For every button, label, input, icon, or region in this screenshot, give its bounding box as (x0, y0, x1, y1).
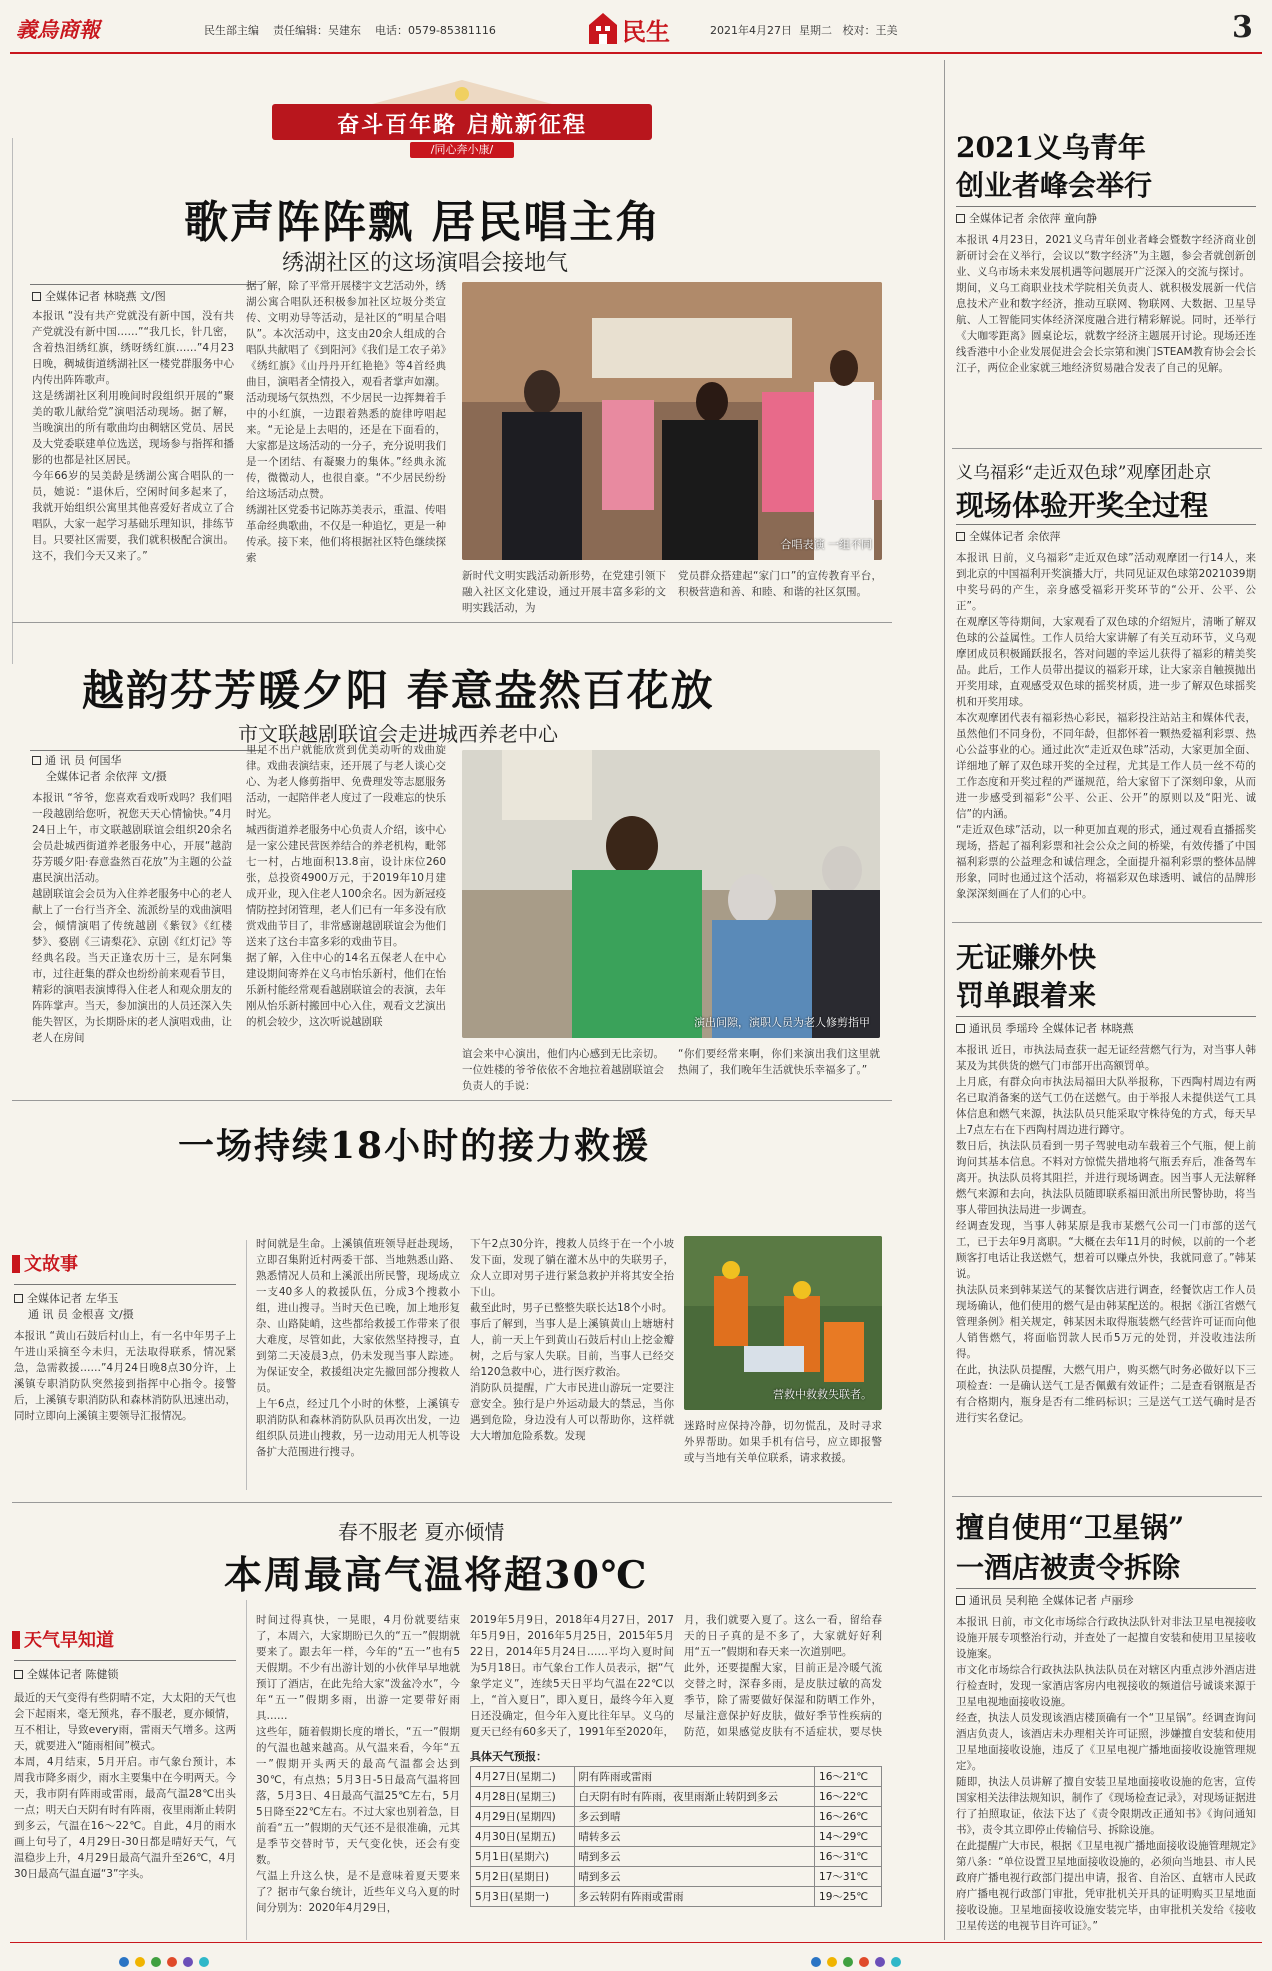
right2-byline (956, 528, 1061, 545)
forecast-temp: 17～31℃ (815, 1867, 882, 1887)
story1-bottom-rule (12, 622, 892, 623)
story1-subhead: 绣湖社区的这场演唱会接地气 (282, 251, 569, 276)
footer-dots-right (808, 1952, 908, 1971)
story4-divider (14, 1660, 236, 1661)
forecast-table (470, 1766, 882, 1907)
right3-byline-text: 通讯员 季瑶玲 全媒体记者 林晓燕 (969, 1022, 1134, 1035)
story4-tag: 天气早知道 (12, 1628, 162, 1654)
story3-byline2: 通 讯 员 金根喜 文/摄 (28, 1308, 134, 1321)
footer-dot (859, 1957, 869, 1967)
right3-byline (956, 1020, 1134, 1037)
house-icon (586, 10, 620, 46)
forecast-row (471, 1887, 882, 1907)
story4-col3: 2019年5月9日，2018年4月27日，2017年5月9日，2016年5月25日，2015年5月22日，2014年5月24日……平均入夏时间为5月18日。市气象台工作人员表示，据“气象学定义”，连续5天日平均气温在22℃以上，“首入夏日”，即入夏日，最终今年入夏日还没确定，但今年入夏比往年早。义乌的夏天已经有60多天了，1991年至2020年， (470, 1614, 674, 1738)
story1-col3a: 新时代文明实践活动新形势，在党建引领下融入社区文化建设，通过开展丰富多彩的文明实践活动，为 (462, 570, 666, 614)
story1-headline: 歌声阵阵飘 居民唱主角 (184, 197, 662, 248)
story4-col1: 最近的天气变得有些阴晴不定，大太阳的天气也会下起雨来，毫无预兆，春不服老，夏亦倾情，互不相让，导致every雨，雷雨天气增多。这两天，就要进入“随雨相间”模式。 本周，4月结束，5月开启。市气象台预计，本周我市降多雨少，雨水主要集中在今明两天。今天，我市阴有阵雨或雷雨，最高气温28℃出头一点；明天白天阴有时有阵雨，夜里雨渐止转阴到多云，气温在16～22℃。自此，4月的雨水画上句号了，4月29日-30日都是晴好天气，气温稳步上升，4月29日最高气温升至26℃，4月30日最高气温直逼“3”字头。 (14, 1692, 236, 1880)
forecast-date: 4月29日(星期四) (471, 1807, 575, 1827)
right-column-rule (944, 60, 945, 1940)
footer-rule (10, 1942, 1262, 1943)
section-logo (586, 10, 694, 46)
right1-bottom-rule (952, 448, 1262, 449)
right4-byline-text: 通讯员 吴利艳 全媒体记者 卢丽珍 (969, 1594, 1134, 1607)
right4-headline2: 一酒店被责令拆除 (956, 1551, 1181, 1584)
forecast-weather: 白天阴有时有阵雨，夜里雨渐止转阴到多云 (574, 1787, 815, 1807)
story2-byline1 (32, 752, 252, 769)
right4-body: 本报讯 日前，市文化市场综合行政执法队针对非法卫星电视接收设施开展专项整治行动，并查处了一起擅自安装和使用卫星接收设施案。 市文化市场综合行政执法队执法队员在对辖区内重点涉外酒店进行检查时，发现一家酒店客房内电视接收的频道信号诚谈来源于卫星电视地面接收设施。 经查，执法人员发现该酒店楼顶确有一个“卫星锅”。经调查询问酒店负责人，该酒店未办理相关许可证照，涉嫌擅自安装和使用卫星地面接收设施，违反了《卫星电视广播地面接收设施管理规定》。 随即，执法人员讲解了擅自安装卫星地面接收设施的危害，宣传国家相关法律法规知识，制作了《现场检查记录》，对现场证据进行了拍照取证，依法下达了《责令限期改正通知书》《询问通知书》，责令其立即停止传输信号、拆除设施。 在此提醒广大市民，根据《卫星电视广播地面接收设施管理规定》第八条：“单位设置卫星地面接收设施的，必须向当地县、市人民政府广播电视行政部门提出申请，报省、自治区、直辖市人民政府广播电视行政部门审批，凭审批机关开具的证明购买卫星地面接收设施。卫星地面接收设施安装完毕，由审批机关发给《接收卫星传送的电视节目许可证》。” (956, 1616, 1256, 1932)
right2-divider (956, 524, 1256, 525)
story2-subhead: 市文联越剧联谊会走进城西养老中心 (238, 722, 558, 746)
story4-headline: 本周最高气温将超30℃ (224, 1552, 649, 1597)
story3-col4: 迷路时应保持冷静，切勿慌乱，及时寻求外界帮助。如果手机有信号，应立即报警或与当地有关单位联系，请求救援。 (684, 1420, 882, 1464)
forecast-weather: 多云到晴 (574, 1807, 815, 1827)
paper-name: 義烏商報 (16, 17, 100, 42)
footer-dot (167, 1957, 177, 1967)
story1-divider (30, 284, 262, 285)
forecast-date: 4月27日(星期二) (471, 1767, 575, 1787)
forecast-weather: 多云转阴有阵雨或雷雨 (574, 1887, 815, 1907)
story4-col-rule (246, 1600, 247, 1940)
forecast-date: 5月2日(星期日) (471, 1867, 575, 1887)
forecast-weather: 阴有阵雨或雷雨 (574, 1767, 815, 1787)
right4-headline1: 擅自使用“卫星锅” (956, 1511, 1185, 1544)
forecast-weather: 晴转多云 (574, 1827, 815, 1847)
right2-kicker: 义乌福彩“走近双色球”观摩团赴京 (956, 463, 1212, 483)
story2-byline2: 全媒体记者 余依萍 文/摄 (46, 770, 167, 783)
footer-dot (119, 1957, 129, 1967)
story2-col3b: “你们要经常来啊，你们来演出我们这里就热闹了，我们晚年生活就快乐幸福多了。” (678, 1048, 880, 1076)
story3-bottom-rule (12, 1502, 892, 1503)
story4-kicker: 春不服老 夏亦倾情 (338, 1520, 505, 1544)
story1-col2: 据了解，除了平常开展楼宇文艺活动外，绣湖公寓合唱队还积极参加社区垃圾分类宣传、文明劝导等活动，是社区的“明星合唱队”。本次活动中，这支由20余人组成的合唱队共献唱了《到阳河》《我们是工农子弟》《绣红旗》《山丹丹开红艳艳》等4首经典曲目，演唱者全情投入，观看者掌声如潮。 活动现场气氛热烈，不少居民一边挥舞着手中的小红旗，一边跟着熟悉的旋律哼唱起来。“无论是上去唱的，还是在下面看的，大家都是这场活动的一分子，充分说明我们是一个团结、有凝聚力的集体。”经典永流传，微微动人，也很自豪。“不少居民纷纷给这场活动点赞。 绣湖社区党委书记陈苏美表示，重温、传唱革命经典歌曲，不仅是一种追忆，更是一种传承。接下来，他们将根据社区特色继续探索 (246, 280, 446, 564)
story1-photo (462, 282, 882, 560)
right1-byline-text: 全媒体记者 余依萍 童向静 (969, 212, 1097, 225)
forecast-temp: 16～31℃ (815, 1847, 882, 1867)
story3-headline: 一场持续18小时的接力救援 (178, 1125, 651, 1167)
footer-dot (151, 1957, 161, 1967)
right3-divider (956, 1016, 1256, 1017)
right2-headline: 现场体验开奖全过程 (956, 489, 1209, 522)
story2-photo (462, 750, 880, 1038)
story3-col2: 时间就是生命。上溪镇值班领导赶赴现场，立即召集附近村两委干部、当地熟悉山路、熟悉情况人员和上溪派出所民警，现场成立一支40多人的救援队伍，分成3个搜救小组，进山搜寻。当时天色已晚，加上地形复杂、山路陡峭，这些都给救援工作带来了很大难度，尽管如此，大家依然坚持搜寻，直到第二天凌晨3点，仍未发现当事人踪迹。为保证安全，救援组决定先撤回部分搜救人员。 上午6点，经过几个小时的休整，上溪镇专职消防队和森林消防队队员再次出发，一边组织队员进山搜救，另一边动用无人机等设备扩大范围进行搜寻。 (256, 1238, 460, 1458)
forecast-temp: 16～26℃ (815, 1807, 882, 1827)
forecast-date: 4月28日(星期三) (471, 1787, 575, 1807)
forecast-row (471, 1787, 882, 1807)
footer-dot (891, 1957, 901, 1967)
forecast-temp: 16～22℃ (815, 1787, 882, 1807)
footer-dot (827, 1957, 837, 1967)
story4-col4: 月，我们就要入夏了。这么一看，留给春天的日子真的是不多了，大家就好好利用“五一”假期和春天来一次道别吧。 此外，还要提醒大家，目前正是冷暖气流交替之时，深春多雨，是皮肤过敏的高发季节，除了需要做好保湿和防晒工作外，尽量注意保护好皮肤，做好季节性疾病的防范，如果感觉皮肤有不适症状，要尽快 (684, 1614, 882, 1738)
forecast-weather: 晴到多云 (574, 1867, 815, 1887)
forecast-date: 5月3日(星期一) (471, 1887, 575, 1907)
forecast-temp: 14～29℃ (815, 1827, 882, 1847)
footer-dots-left (116, 1952, 216, 1971)
story2-headline: 越韵芬芳暖夕阳 春意盎然百花放 (82, 666, 715, 715)
forecast-temp: 16～21℃ (815, 1767, 882, 1787)
footer-dot (875, 1957, 885, 1967)
forecast-date: 4月30日(星期五) (471, 1827, 575, 1847)
story3-photo (684, 1236, 882, 1410)
story2-divider (30, 750, 262, 751)
forecast-row (471, 1867, 882, 1887)
footer-dot (183, 1957, 193, 1967)
forecast-temp: 19～25℃ (815, 1887, 882, 1907)
right1-headline1: 2021义乌青年 (956, 131, 1146, 164)
right2-bottom-rule (952, 922, 1262, 923)
story1-photo-caption: 合唱表演 一组不同 (780, 538, 872, 551)
story2-bottom-rule (12, 1100, 892, 1101)
forecast-row (471, 1807, 882, 1827)
date-line: 2021年4月27日 星期二 校对：王美 (710, 24, 898, 37)
right1-headline2: 创业者峰会举行 (956, 169, 1153, 202)
theme-banner (272, 70, 652, 166)
story3-col-rule (246, 1240, 247, 1490)
story2-col3a: 谊会来中心演出，他们内心感到无比亲切。一位姓楼的爷爷依依不舍地拉着越剧联谊会负责人的手说： (462, 1048, 664, 1092)
right1-divider (956, 206, 1256, 207)
banner-title: 奋斗百年路 启航新征程 (337, 112, 587, 138)
forecast-weather: 晴到多云 (574, 1847, 815, 1867)
forecast-row (471, 1827, 882, 1847)
story2-photo-caption: 演出间隙，演职人员为老人修剪指甲 (694, 1016, 870, 1029)
story4-byline-text: 全媒体记者 陈健锁 (27, 1668, 119, 1681)
forecast-title: 具体天气预报： (470, 1750, 547, 1763)
forecast-row (471, 1847, 882, 1867)
story2-col1: 本报讯 “爷爷，您喜欢看戏听戏吗？我们唱一段越剧给您听，祝您天天心情愉快。”4月24日上午，市文联越剧联谊会组织20余名会员赴城西街道养老服务中心，开展“越韵芬芳暖夕阳·春意盎然百花放”为主题的公益惠民演出活动。 越剧联谊会会员为入住养老服务中心的老人献上了一台行当齐全、流派纷呈的戏曲演唱会，倾情演唱了传统越剧《紫钗》《红楼梦》、婺剧《三请梨花》、京剧《红灯记》等经典名段。当天正逢农历十三，是东阿集市，过往赶集的群众也纷纷前来观看节目，精彩的演唱表演博得入住老人和观众朋友的阵阵掌声。当天，参加演出的人员还深入失能失智区，为长期卧床的老人演唱戏曲，让老人在房间 (32, 792, 232, 1044)
footer-dot (843, 1957, 853, 1967)
story3-photo-caption: 营救中救救失联者。 (773, 1388, 872, 1401)
right2-body: 本报讯 日前，义乌福彩“走近双色球”活动观摩团一行14人，来到北京的中国福利开奖演播大厅，共同见证双色球第2021039期中奖号码的产生，亲身感受福彩开奖环节的“公开、公平、公正”。 在观摩区等待期间，大家观看了双色球的介绍短片，清晰了解双色球的公益属性。工作人员给大家讲解了有关互动环节，义乌观摩团成员积极踊跃报名，答对问题的幸运儿获得了福彩的精美奖品。此后，工作人员带出提议的福彩开球，让大家亲自触摸抛出开奖用球，直观感受双色球的摇奖材质，进一步了解双色球摇奖机和开奖用球。 本次观摩团代表有福彩热心彩民，福彩投注站站主和媒体代表，虽然他们不同身份，不同年龄，但都怀着一颗热爱福利彩票、热心公益事业的心。通过此次“走近双色球”活动，大家更加全面、详细地了解了双色球开奖的全过程，尤其是工作人员一丝不苟的工作态度和开奖过程的严谨规范，给大家留下了深刻印象，从而进一步感受到福彩“公平、公正、公开”的原则以及“阳光、诚信”的内涵。 “走近双色球”活动，以一种更加直观的形式，通过观看直播摇奖现场，搭起了福利彩票和社会公众之间的桥梁，有效传播了中国福利彩票的公益理念和诚信理念，全面提升福利彩票的整体品牌形象，同时也通过这个活动，将福彩双色球透明、诚信的品牌形象深深刻画在了人们的心中。 (956, 552, 1256, 900)
header-rule (10, 52, 1262, 54)
story1-right-rule (12, 138, 13, 664)
story1-col3b: 党员群众搭建起“家门口”的宣传教育平台，积极营造和善、和睦、和谐的社区氛围。 (678, 570, 882, 598)
story1-byline-text: 全媒体记者 林晓燕 文/图 (45, 290, 166, 303)
section-name: 民生 (622, 17, 670, 46)
right4-divider (956, 1588, 1256, 1589)
story1-col1: 本报讯 “没有共产党就没有新中国，没有共产党就没有新中国……”“我几长，针几密，含着热泪绣红旗，绣呀绣红旗……”4月23日晚，稠城街道绣湖社区一楼党群服务中心内传出阵阵歌声。 这是绣湖社区利用晚间时段组织开展的“聚美的歌儿献给党”演唱活动现场。据了解，当晚演出的所有歌曲均由稠辖区党员、居民及大党委联建单位选送，现场参与指挥和播影的也都是社区居民。 今年66岁的吴美龄是绣湖公寓合唱队的一员，她说：“退休后，空闲时间多起来了，我就开始组织公寓里其他喜爱好者成立了合唱队，大家一起学习基础乐理知识，排练节目。只要社区需要，我们就积极配合演出。这不，我们今天又来了。” (32, 310, 234, 562)
story2-col2: 里足不出户就能欣赏到优美动听的戏曲旋律。戏曲表演结束，还开展了与老人谈心交心、为老人修剪指甲、免费理发等志愿服务活动，一起陪伴老人度过了一段难忘的快乐时光。 城西街道养老服务中心负责人介绍，该中心是一家公建民营医养结合的养老机构，毗邻七一村，占地面积13.8亩，设计床位260张，总投资4900万元，于2019年10月建成开业，现入住老人100余名。因为新冠疫情防控封闭管理，老人们已有一年多没有欣赏戏曲节目了，非常感谢越剧联谊会为他们送来了这台丰富多彩的戏曲节目。 据了解，入住中心的14名五保老人在中心建设期间寄养在义乌市怡乐新村，他们在怡乐新村能经常观看越剧联谊会的表演，去年刚从怡乐新村搬回中心入住，观看文艺演出的机会较少，这次听说越剧联 (246, 744, 446, 1028)
right1-byline (956, 210, 1097, 227)
right4-byline (956, 1592, 1134, 1609)
right2-byline-text: 全媒体记者 余依萍 (969, 530, 1061, 543)
right3-headline1: 无证赚外快 (956, 941, 1097, 974)
banner-subtitle: /同心奔小康/ (410, 142, 514, 158)
story4-col2: 时间过得真快，一晃眼，4月份就要结束了，本周六，大家期盼已久的“五一”假期就要来了。跟去年一样，今年的“五一”也有5天假期。不少有出游计划的小伙伴早早地就预订了酒店，在此先给大家“泼盆冷水”，今年“五一”假期多雨，出游一定要带好雨具…… 这些年，随着假期长度的增长，“五一”假期的气温也越来越高。从气温来看，今年“五一”假期开头两天的最高气温都会达到30℃，有点热；5月3日-5日最高气温将回落，5月3日、4日最高气温25℃左右，5月5日降至22℃左右。不过大家也别着急，目前看“五一”假期的天气还不是很准确，元其是季节交替时节，天气变化快，还会有变数。 气温上升这么快，是不是意味着夏天要来了？据市气象台统计，近些年义乌入夏的时间分别为：2020年4月29日， (256, 1614, 460, 1914)
footer-dot (199, 1957, 209, 1967)
story4-byline (14, 1666, 234, 1683)
masthead (10, 6, 1262, 52)
right1-body: 本报讯 4月23日，2021义乌青年创业者峰会暨数字经济商业创新研讨会在义举行，会议以“数字经济”为主题，参会者就创新创业、义乌市场未来发展机遇等问题展开广泛深入的交流与探讨。 期间，义乌工商职业技术学院相关负责人、就积极发展新一代信息技术产业和数字经济，推动互联网、物联网、大数据、卫星导航、人工智能同实体经济深度融合进行精彩解说。同时，还举行《大咖零距离》圆桌论坛，就数字经济主题展开讨论。现场还连线香港中小企业发展促进会会长宗第和澳门STEAM教育协会会长江子，两位企业家就三地经济贸易融合发表了自己的见解。 (956, 234, 1256, 374)
story3-byline1 (14, 1290, 234, 1307)
story2-byline1-text: 通 讯 员 何国华 (45, 754, 122, 767)
right3-headline2: 罚单跟着来 (956, 979, 1097, 1012)
story1-byline (32, 288, 252, 305)
right3-bottom-rule (952, 1496, 1262, 1497)
page-number: 3 (1232, 10, 1253, 45)
editor-line: 民生部主编 责任编辑：吴建东 电话：0579-85381116 (204, 24, 496, 37)
footer-dot (135, 1957, 145, 1967)
story3-col3: 下午2点30分许，搜救人员终于在一个小坡发下面，发现了躺在灌木丛中的失联男子，众人立即对男子进行紧急救护并将其安全抬下山。 截至此时，男子已整整失联长达18个小时。 事后了解到，当事人是上溪镇黄山上塘塘村人，前一天上午到黄山石鼓后村山上挖金瓣树，之后与家人失联。目前，当事人已经交给120急救中心，进行医疗救治。 消防队员提醒，广大市民进山游玩一定要注意安全。独行是户外运动最大的禁忌，当你遇到危险，身边没有人可以帮助你，这样就大大增加危险系数。发现 (470, 1238, 674, 1442)
story3-divider (14, 1284, 236, 1285)
forecast-row (471, 1767, 882, 1787)
forecast-date: 5月1日(星期六) (471, 1847, 575, 1867)
right3-body: 本报讯 近日，市执法局查获一起无证经营燃气行为，对当事人韩某及为其供货的燃气门市部开出高额罚单。 上月底，有群众向市执法局福田大队举报称，下西陶村周边有两名已取消备案的送气工仍在送燃气。由于举报人未提供送气工具体信息和燃气来源，执法队员只能采取守株待兔的方式，每天早上7点左右在下西陶村周边进行蹲守。 数日后，执法队员看到一男子驾驶电动车载着三个气瓶，便上前询问其基本信息。不料对方惊慌失措地将气瓶丢弃后，准备驾车离开。执法队员将其阻拦，并进行现场调查。因当事人无法解释燃气来源和去向，执法队员随即联系福田派出所民警协助，将当事人带回执法局进一步调查。 经调查发现，当事人韩某原是我市某燃气公司一门市部的送气工，已于去年9月离职。“大概在去年11月的时候，以前的一个老顾客打电话让我送燃气，想着可以赚点外快，我就同意了。”韩某说。 执法队员来到韩某送气的某餐饮店进行调查，经餐饮店工作人员现场确认，他们使用的燃气是由韩某配送的。根据《浙江省燃气管理条例》相关规定，韩某因未取得瓶装燃气经营许可证而向他人销售燃气，将面临罚款人民币5万元的处罚，并没收违法所得。 在此，执法队员提醒，大燃气用户，购买燃气时务必做好以下三项检查：一是确认送气工是否佩戴有效证件；二是查看钢瓶是否有合格期内，瓶身是否有二维码标识；三是送气工送气确时是否进行实名登记。 (956, 1044, 1256, 1424)
footer-dot (811, 1957, 821, 1967)
story3-byline1-text: 全媒体记者 左华玉 (27, 1292, 119, 1305)
story3-tag: 文故事 (12, 1252, 140, 1278)
story3-col1: 本报讯 “黄山石鼓后村山上，有一名中年男子上午进山采摘至今未归，无法取得联系，情况紧急，急需救援……”4月24日晚8点30分许，上溪镇专职消防队突然接到指挥中心指令。接警后，上溪镇专职消防队和森林消防队迅速出动，同时立即向上溪镇主要领导汇报情况。 (14, 1330, 236, 1422)
